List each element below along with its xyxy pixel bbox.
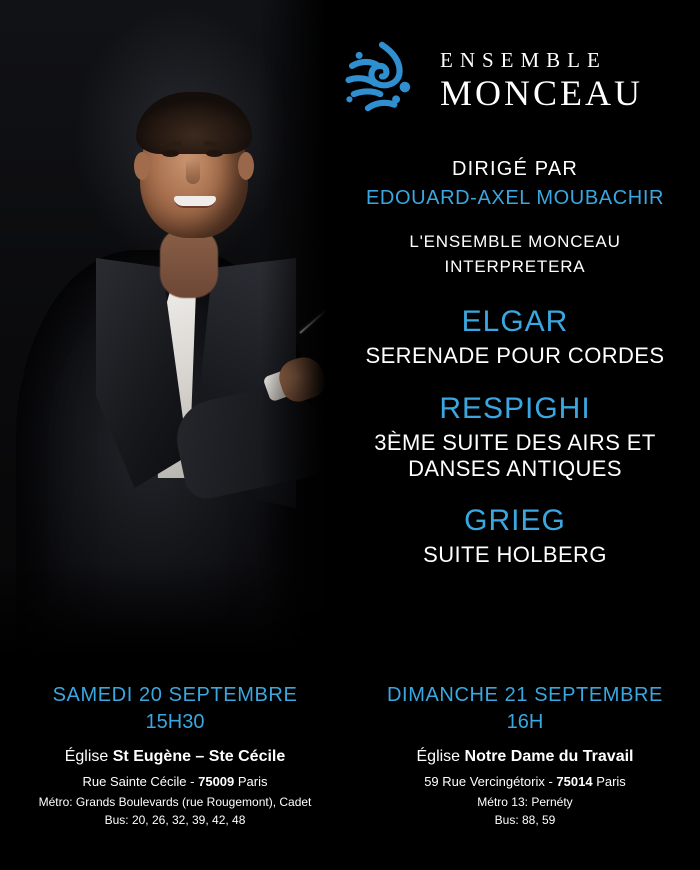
composer-name: ELGAR [461,305,569,339]
concert-time: 15H30 [145,711,205,733]
concert-block-sunday [350,672,700,870]
concert-venue [0,748,350,766]
portrait-eye-right [206,150,223,157]
ensemble-logo-text [440,47,644,113]
composer-name: RESPIGHI [439,391,591,425]
program-item [330,504,700,568]
address-city: Paris [234,774,268,789]
concert-date: SAMEDI 20 SEPTEMBRE [52,684,298,706]
ensemble-performs-text [330,230,700,279]
portrait-fade-bottom [0,562,330,672]
portrait-ear-left [134,152,150,180]
portrait-nose [186,158,200,184]
address-city: Paris [592,774,626,789]
portrait-mouth [174,196,216,208]
ensemble-performs-line1: L'ENSEMBLE MONCEAU [409,232,621,251]
conductor-portrait [0,0,330,672]
program-item [330,392,700,483]
poster-right-column [330,0,700,672]
concert-time: 16H [506,711,544,733]
concert-venue [350,748,700,766]
concert-bus: Bus: 20, 26, 32, 39, 42, 48 [104,813,246,827]
address-zip: 75014 [556,774,593,789]
portrait-eye-left [162,150,179,157]
concert-metro: Métro 13: Pernéty [477,795,573,809]
venue-prefix: Église [416,748,465,765]
monceau-swirl-logo-icon [338,36,426,124]
piece-title: SUITE HOLBERG [423,542,607,568]
concert-address [0,774,350,789]
directed-by-label: DIRIGÉ PAR [451,158,579,180]
portrait-ear-right [238,152,254,180]
concert-address [350,774,700,789]
venue-name: St Eugène – Ste Cécile [112,748,286,765]
concert-date: DIMANCHE 21 SEPTEMBRE [387,684,663,706]
ensemble-performs-line2: INTERPRETERA [444,256,586,276]
concert-details [0,672,700,870]
concert-bus: Bus: 88, 59 [494,813,556,827]
venue-prefix: Église [64,748,113,765]
address-zip: 75009 [198,774,235,789]
composer-name: GRIEG [464,504,566,538]
logo-line-monceau: MONCEAU [440,72,644,113]
ensemble-logo [330,0,700,124]
piece-title: SERENADE POUR CORDES [365,343,665,369]
logo-line-ensemble: ENSEMBLE [440,47,607,72]
credits-block [330,158,700,279]
piece-title: 3ÈME SUITE DES AIRS ET DANSES ANTIQUES [374,429,656,482]
concert-metro: Métro: Grands Boulevards (rue Rougemont), Cadet [38,795,312,809]
address-street: Rue Sainte Cécile - [82,774,199,789]
concert-block-saturday [0,672,350,870]
program-item [330,305,700,369]
portrait-neck [160,228,218,298]
conductor-name: EDOUARD-AXEL MOUBACHIR [365,187,665,209]
venue-name: Notre Dame du Travail [464,748,634,765]
address-street: 59 Rue Vercingétorix - [424,774,557,789]
program-list [330,305,700,569]
